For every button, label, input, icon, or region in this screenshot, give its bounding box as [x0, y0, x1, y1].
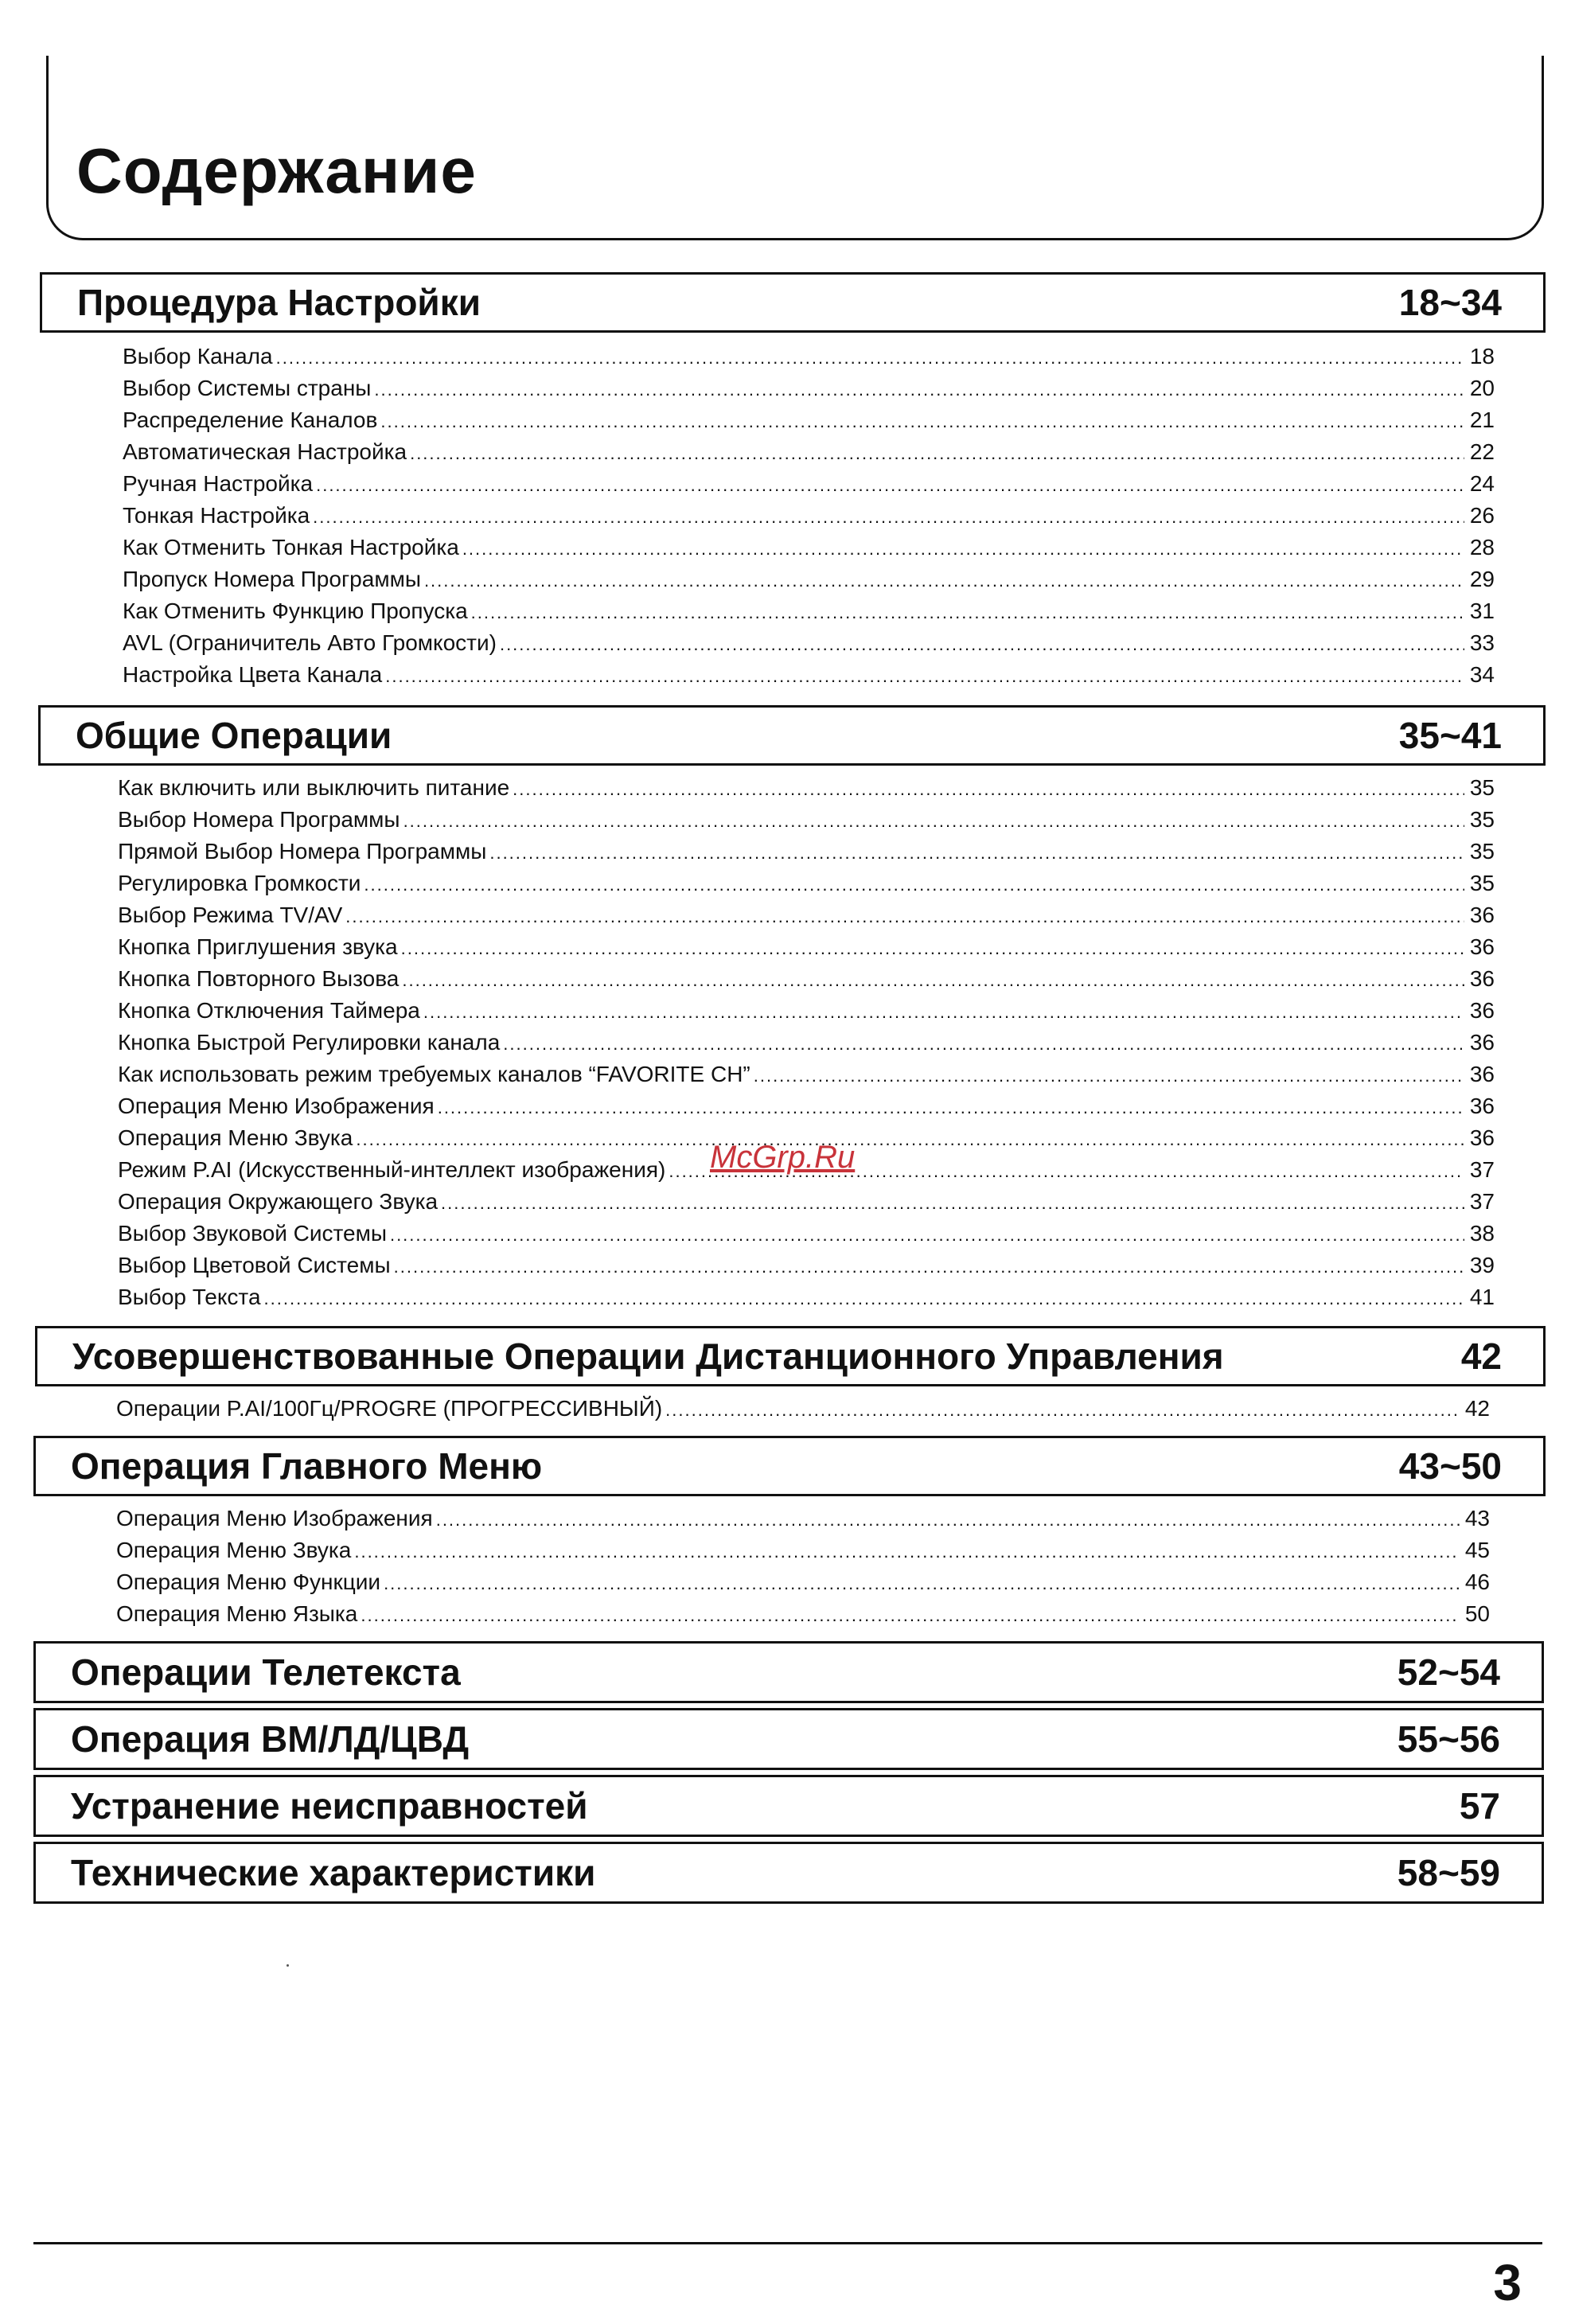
- toc-entry[interactable]: [118, 1219, 1495, 1250]
- leader-dots: [354, 1538, 1460, 1566]
- toc-entry[interactable]: [118, 1251, 1495, 1281]
- entry-label: Ручная Настройка: [123, 471, 314, 496]
- entry-page: 46: [1464, 1569, 1490, 1594]
- entry-label: Выбор Системы страны: [123, 376, 372, 400]
- leader-dots: [489, 839, 1464, 868]
- entry-label: Как включить или выключить питание: [118, 775, 510, 800]
- entry-page: 36: [1469, 966, 1495, 991]
- leader-dots: [364, 871, 1464, 899]
- section-title: Усовершенствованные Операции Дистанционного Управления: [72, 1336, 1224, 1377]
- toc-entry[interactable]: [116, 1394, 1490, 1425]
- section-title: Операция Главного Меню: [71, 1445, 543, 1487]
- entry-page: 36: [1469, 1030, 1495, 1055]
- entry-label: Как Отменить Функцию Пропуска: [123, 599, 468, 623]
- leader-dots: [276, 344, 1464, 372]
- toc-section-main-menu: [33, 1436, 1546, 1496]
- entry-label: Операция Меню Звука: [116, 1538, 352, 1562]
- entry-page: 34: [1469, 662, 1495, 687]
- toc-section-remote: [35, 1326, 1546, 1386]
- leader-dots: [438, 1094, 1464, 1122]
- entry-label: Выбор Канала: [123, 344, 273, 368]
- toc-entry[interactable]: [123, 629, 1495, 659]
- entry-label: Режим P.AI (Искусственный-интеллект изображения): [118, 1157, 666, 1182]
- leader-dots: [361, 1601, 1460, 1630]
- section-pages: 42: [1460, 1336, 1502, 1377]
- toc-entry[interactable]: [118, 901, 1495, 931]
- leader-dots: [402, 966, 1464, 995]
- entry-page: 37: [1469, 1189, 1495, 1214]
- leader-dots: [754, 1062, 1464, 1090]
- leader-dots: [462, 535, 1464, 563]
- entry-label: Операция Меню Изображения: [116, 1506, 433, 1530]
- toc-entry[interactable]: [123, 661, 1495, 691]
- toc-entry[interactable]: [118, 1283, 1495, 1313]
- leader-dots: [503, 1030, 1464, 1059]
- entry-page: 50: [1464, 1601, 1490, 1626]
- entry-label: Как использовать режим требуемых каналов “FAVORITE CH”: [118, 1062, 750, 1086]
- section-pages: 35~41: [1398, 715, 1502, 756]
- page-title: Содержание: [76, 135, 477, 206]
- entry-page: 36: [1469, 934, 1495, 959]
- toc-section-teletext[interactable]: [33, 1641, 1544, 1703]
- leader-dots: [264, 1285, 1464, 1313]
- entry-label: AVL (Ограничитель Авто Громкости): [123, 630, 497, 655]
- entry-page: 35: [1469, 839, 1495, 864]
- toc-section-troubleshooting[interactable]: [33, 1775, 1544, 1837]
- toc-entry[interactable]: [118, 933, 1495, 963]
- leader-dots: [356, 1125, 1464, 1154]
- section-title: Технические характеристики: [71, 1852, 596, 1893]
- entry-label: Как Отменить Тонкая Настройка: [123, 535, 459, 560]
- leader-dots: [394, 1253, 1464, 1281]
- entry-label: Тонкая Настройка: [123, 503, 310, 528]
- section-title: Операции Телетекста: [71, 1651, 461, 1693]
- toc-entry[interactable]: [118, 774, 1495, 804]
- page-number: 3: [1493, 2254, 1522, 2311]
- entry-label: Выбор Текста: [118, 1285, 261, 1309]
- toc-entry[interactable]: [123, 533, 1495, 563]
- toc-entry[interactable]: [123, 406, 1495, 436]
- toc-entry[interactable]: [123, 374, 1495, 404]
- toc-entry[interactable]: [123, 501, 1495, 532]
- section-title: Общие Операции: [76, 715, 392, 756]
- leader-dots: [441, 1189, 1464, 1218]
- entry-page: 20: [1469, 376, 1495, 400]
- toc-section-vcr[interactable]: [33, 1708, 1544, 1770]
- entry-page: 45: [1464, 1538, 1490, 1562]
- entry-page: 37: [1469, 1157, 1495, 1182]
- toc-entry[interactable]: [118, 1028, 1495, 1059]
- toc-entry[interactable]: [116, 1536, 1490, 1566]
- section-title: Процедура Настройки: [77, 282, 481, 323]
- entry-label: Операция Меню Изображения: [118, 1094, 435, 1118]
- entry-label: Операция Меню Функции: [116, 1569, 381, 1594]
- entry-page: 26: [1469, 503, 1495, 528]
- entry-label: Операции P.AI/100Гц/PROGRE (ПРОГРЕССИВНЫЙ): [116, 1396, 663, 1421]
- leader-dots: [423, 998, 1464, 1027]
- leader-dots: [380, 407, 1464, 436]
- section-title: Устранение неисправностей: [71, 1785, 588, 1827]
- section-pages: 58~59: [1397, 1852, 1500, 1893]
- leader-dots: [471, 599, 1464, 627]
- leader-dots: [665, 1396, 1460, 1425]
- entry-page: 33: [1469, 630, 1495, 655]
- toc-entry[interactable]: [116, 1568, 1490, 1598]
- toc-entry[interactable]: [118, 1060, 1495, 1090]
- entry-page: 21: [1469, 407, 1495, 432]
- entry-page: 43: [1464, 1506, 1490, 1530]
- entry-page: 36: [1469, 998, 1495, 1023]
- section-title: Операция ВМ/ЛД/ЦВД: [71, 1718, 470, 1760]
- leader-dots: [403, 807, 1464, 836]
- entry-page: 42: [1464, 1396, 1490, 1421]
- entry-label: Прямой Выбор Номера Программы: [118, 839, 487, 864]
- entry-label: Автоматическая Настройка: [123, 439, 407, 464]
- entry-page: 36: [1469, 1125, 1495, 1150]
- entry-label: Выбор Цветовой Системы: [118, 1253, 391, 1277]
- leader-dots: [345, 903, 1464, 931]
- entry-label: Выбор Режима TV/AV: [118, 903, 343, 927]
- toc-entry[interactable]: [116, 1504, 1490, 1534]
- section-pages: 43~50: [1398, 1445, 1502, 1487]
- entry-label: Кнопка Повторного Вызова: [118, 966, 400, 991]
- entry-label: Кнопка Отключения Таймера: [118, 998, 420, 1023]
- entry-page: 18: [1469, 344, 1495, 368]
- entry-label: Пропуск Номера Программы: [123, 567, 421, 591]
- toc-entry[interactable]: [116, 1600, 1490, 1630]
- toc-entry[interactable]: [118, 965, 1495, 995]
- entry-page: 22: [1469, 439, 1495, 464]
- section-pages: 52~54: [1397, 1651, 1500, 1693]
- toc-entry[interactable]: [123, 342, 1495, 372]
- entry-page: 31: [1469, 599, 1495, 623]
- entry-page: 36: [1469, 1062, 1495, 1086]
- entry-page: 35: [1469, 807, 1495, 832]
- leader-dots: [390, 1221, 1464, 1250]
- section-pages: 18~34: [1398, 282, 1502, 323]
- section-pages: 57: [1459, 1785, 1500, 1827]
- leader-dots: [513, 775, 1464, 804]
- leader-dots: [316, 471, 1464, 500]
- entry-label: Операция Меню Звука: [118, 1125, 353, 1150]
- leader-dots: [410, 439, 1464, 468]
- entry-label: Операция Меню Языка: [116, 1601, 358, 1626]
- toc-entry[interactable]: [123, 438, 1495, 468]
- entry-page: 36: [1469, 1094, 1495, 1118]
- section-pages: 55~56: [1397, 1718, 1500, 1760]
- toc-entry[interactable]: [118, 1187, 1495, 1218]
- leader-dots: [384, 1569, 1460, 1598]
- toc-entry[interactable]: [118, 805, 1495, 836]
- entry-label: Выбор Звуковой Системы: [118, 1221, 387, 1246]
- entry-label: Настройка Цвета Канала: [123, 662, 383, 687]
- entry-page: 38: [1469, 1221, 1495, 1246]
- footer-rule: [33, 2242, 1542, 2244]
- toc-section-setup: [40, 272, 1546, 333]
- toc-entry[interactable]: [123, 597, 1495, 627]
- entry-page: 35: [1469, 871, 1495, 895]
- toc-entry[interactable]: [123, 565, 1495, 595]
- toc-entry[interactable]: [118, 1092, 1495, 1122]
- leader-dots: [424, 567, 1464, 595]
- entry-page: 24: [1469, 471, 1495, 496]
- entry-page: 29: [1469, 567, 1495, 591]
- watermark-text: McGrp.Ru: [710, 1140, 856, 1175]
- toc-section-specs[interactable]: [33, 1842, 1544, 1904]
- toc-entry[interactable]: [118, 996, 1495, 1027]
- leader-dots: [500, 630, 1464, 659]
- toc-entry[interactable]: [118, 869, 1495, 899]
- entry-page: 35: [1469, 775, 1495, 800]
- entry-page: 41: [1469, 1285, 1495, 1309]
- scan-speck: [287, 1964, 289, 1967]
- entry-page: 39: [1469, 1253, 1495, 1277]
- leader-dots: [374, 376, 1464, 404]
- entry-label: Регулировка Громкости: [118, 871, 361, 895]
- entry-page: 36: [1469, 903, 1495, 927]
- toc-entry[interactable]: [118, 837, 1495, 868]
- leader-dots: [385, 662, 1464, 691]
- leader-dots: [313, 503, 1464, 532]
- entry-label: Выбор Номера Программы: [118, 807, 400, 832]
- leader-dots: [436, 1506, 1460, 1534]
- toc-entry[interactable]: [123, 470, 1495, 500]
- entry-label: Распределение Каналов: [123, 407, 378, 432]
- entry-label: Операция Окружающего Звука: [118, 1189, 439, 1214]
- entry-label: Кнопка Приглушения звука: [118, 934, 398, 959]
- leader-dots: [401, 934, 1464, 963]
- entry-label: Кнопка Быстрой Регулировки канала: [118, 1030, 501, 1055]
- toc-section-general: [38, 705, 1546, 766]
- entry-page: 28: [1469, 535, 1495, 560]
